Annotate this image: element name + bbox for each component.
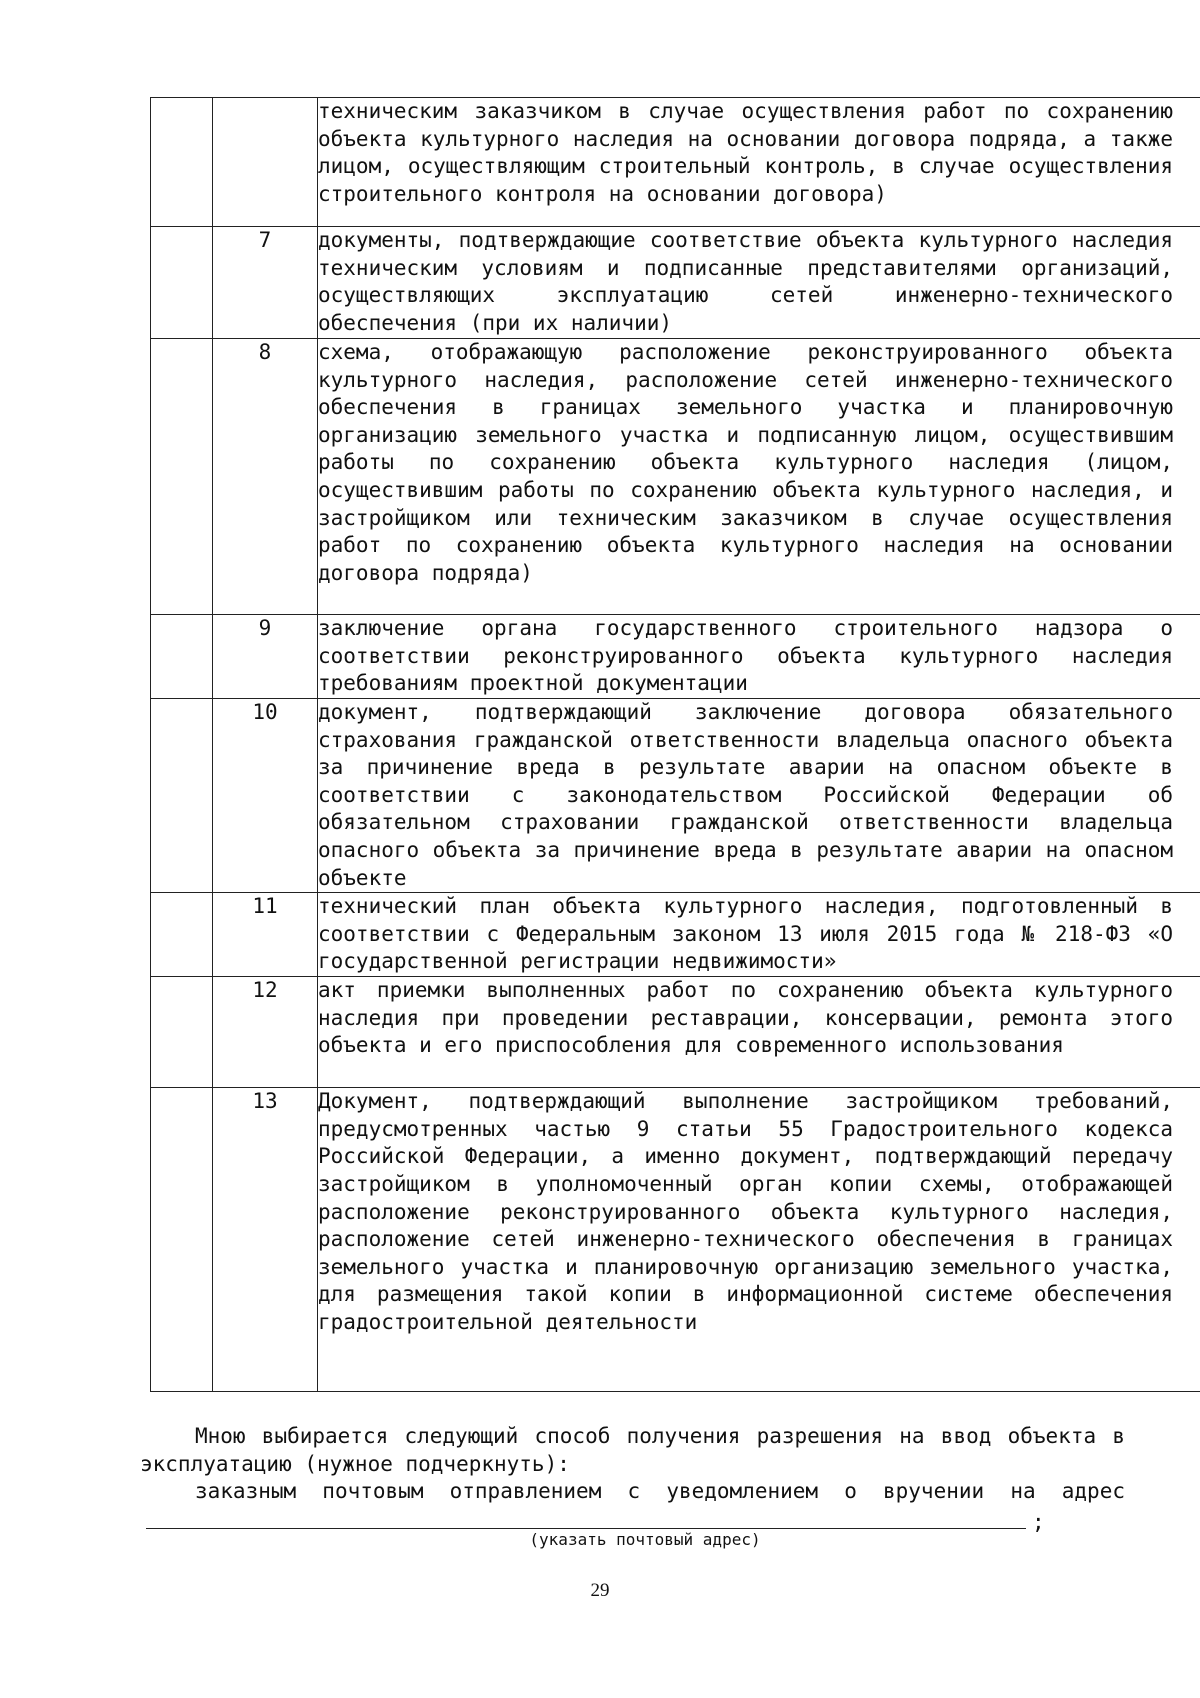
documents-table — [150, 97, 1200, 1392]
row-text: схема, отображающую расположение реконструированного объекта культурного наследия, расположение сетей инженерно-технического обеспечения в границах земельного участка и планировочную организацию земельного участка и подписанную лицом, осуществившим работы по сохранению объекта культурного наследия (лицом, осуществившим работы по сохранению объекта культурного наследия, и застройщиком или техническим заказчиком в случае осуществления работ по сохранению объекта культурного наследия на основании договора подряда) — [318, 340, 1173, 585]
delivery-method-option[interactable] — [140, 1478, 1125, 1536]
table-row — [151, 893, 1200, 977]
delivery-method-intro: Мною выбирается следующий способ получения разрешения на ввод объекта в эксплуатацию (нужное подчеркнуть): — [140, 1424, 1125, 1476]
row-number: 9 — [213, 615, 318, 699]
row-text: техническим заказчиком в случае осуществления работ по сохранению объекта культурного наследия на основании договора подряда, а также лицом, осуществляющим строительный контроль, в случае осуществления строительного контроля на основании договора) — [318, 99, 1173, 206]
row-number: 12 — [213, 977, 318, 1088]
blank-cell — [151, 699, 213, 893]
table-row — [151, 227, 1200, 339]
row-text: документ, подтверждающий заключение договора обязательного страхования гражданской ответственности владельца опасного объекта за причинение вреда в результате аварии на опасном объекте в соответствии с законодательством Российской Федерации об обязательном страховании гражданской ответственности владельца опасного объекта за причинение вреда в результате аварии на опасном объекте — [318, 700, 1173, 890]
row-text: технический план объекта культурного наследия, подготовленный в соответствии с Федеральным законом 13 июля 2015 года № 218-ФЗ «О государственной регистрации недвижимости» — [318, 894, 1173, 974]
row-number: 7 — [213, 227, 318, 339]
table-row — [151, 98, 1200, 227]
blank-cell — [151, 339, 213, 615]
table-row — [151, 615, 1200, 699]
table-row — [151, 1088, 1200, 1392]
blank-cell — [151, 227, 213, 339]
row-number: 8 — [213, 339, 318, 615]
table-row — [151, 699, 1200, 893]
blank-cell — [151, 615, 213, 699]
row-text: документы, подтверждающие соответствие объекта культурного наследия техническим условиям и подписанные представителями организаций, осуществляющих эксплуатацию сетей инженерно-технического обеспечения (при их наличии) — [318, 228, 1173, 335]
delivery-option-terminator: ; — [1032, 1509, 1045, 1534]
postal-address-line[interactable] — [146, 1506, 1026, 1529]
delivery-option-text: заказным почтовым отправлением с уведомлением о вручении на адрес — [195, 1479, 1125, 1503]
row-number: 11 — [213, 893, 318, 977]
row-number: 10 — [213, 699, 318, 893]
blank-cell — [151, 1088, 213, 1392]
blank-cell — [151, 893, 213, 977]
row-text: акт приемки выполненных работ по сохранению объекта культурного наследия при проведении реставрации, консервации, ремонта этого объекта и его приспособления для современного использования — [318, 978, 1173, 1058]
blank-cell — [151, 98, 213, 227]
table-row — [151, 977, 1200, 1088]
postal-address-hint: (указать почтовый адрес) — [529, 1530, 761, 1549]
blank-cell — [151, 977, 213, 1088]
row-text: заключение органа государственного строительного надзора о соответствии реконструированного объекта культурного наследия требованиям проектной документации — [318, 616, 1173, 696]
row-number: 13 — [213, 1088, 318, 1392]
row-text: Документ, подтверждающий выполнение застройщиком требований, предусмотренных частью 9 статьи 55 Градостроительного кодекса Российской Федерации, а именно документ, подтверждающий передачу застройщиком в уполномоченный орган копии схемы, отображающей расположение реконструированного объекта культурного наследия, расположение сетей инженерно-технического обеспечения в границах земельного участка и планировочную организацию земельного участка, для размещения такой копии в информационной системе обеспечения градостроительной деятельности — [318, 1089, 1173, 1334]
page-number: 29 — [590, 1580, 610, 1601]
row-number — [213, 98, 318, 227]
table-row — [151, 339, 1200, 615]
